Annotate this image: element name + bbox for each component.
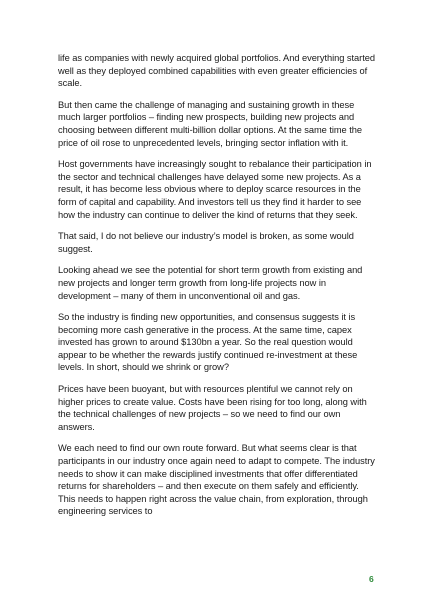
paragraph-6: So the industry is finding new opportunities, and consensus suggests it is becoming more cash generative in the process. At the same time, capex invested has grown to around $130bn a year. So the real question would appear to be whether the rewards justify continued re-investment at these levels. In short, should we shrink or grow? bbox=[58, 312, 358, 373]
paragraph-8: We each need to find our own route forward. But what seems clear is that participants in our industry once again need to adapt to compete. The industry needs to show it can make disciplined investments that offer differentiated returns for shareholders – and then execute on them safely and efficiently. This needs to happen right across the value chain, from exploration, through engineering services to bbox=[58, 443, 375, 517]
document-body bbox=[58, 52, 376, 527]
paragraph-4: That said, I do not believe our industry’s model is broken, as some would suggest. bbox=[58, 231, 354, 254]
paragraph-2: But then came the challenge of managing and sustaining growth in these much larger portfolios – finding new prospects, building new projects and choosing between different multi-billion dollar options. At the same time the price of oil rose to unprecedented levels, bringing sector inflation with it. bbox=[58, 99, 362, 148]
page-number: 6 bbox=[369, 574, 374, 584]
paragraph-7: Prices have been buoyant, but with resources plentiful we cannot rely on higher prices to create value. Costs have been rising for too long, along with the technical challenges of new projects – so we need to find our own answers. bbox=[58, 384, 367, 432]
paragraph-5: Looking ahead we see the potential for short term growth from existing and new projects and longer term growth from long-life projects now in development – many of them in unconventional oil and gas. bbox=[58, 265, 363, 301]
paragraph-3: Host governments have increasingly sought to rebalance their participation in the sector and technical challenges have delayed some new projects. As a result, it has become less obvious where to deploy scarce resources in the form of capital and capability. And investors tell us they find it harder to see how the industry can continue to deliver the kind of returns that they seek. bbox=[58, 159, 372, 220]
paragraph-1: life as companies with newly acquired global portfolios. And everything started well as they deployed combined capabilities with even greater efficiencies of scale. bbox=[58, 53, 375, 89]
